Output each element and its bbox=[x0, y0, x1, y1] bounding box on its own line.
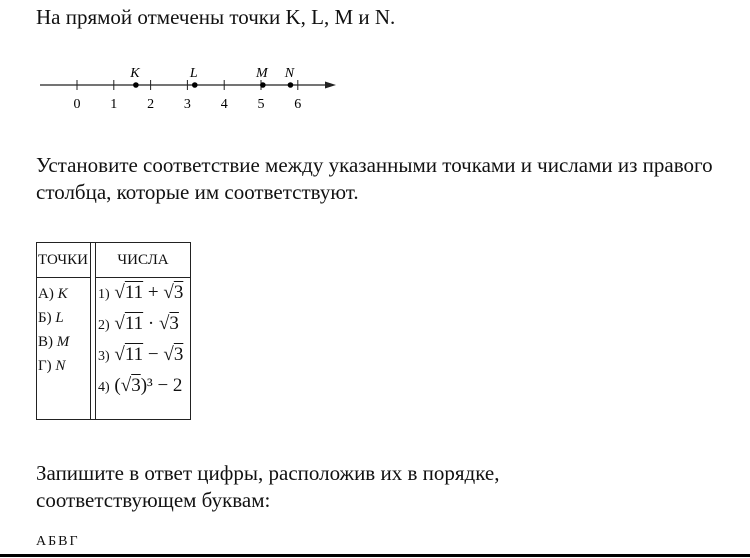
tick-label: 0 bbox=[73, 97, 81, 112]
answer-header: АБВГ bbox=[36, 534, 80, 549]
letter-item: А) K bbox=[38, 286, 68, 302]
number-line bbox=[0, 55, 360, 115]
tick-label: 3 bbox=[183, 97, 191, 112]
point-label: M bbox=[256, 66, 268, 81]
point-K bbox=[133, 82, 139, 88]
header-numbers: ЧИСЛА bbox=[96, 243, 191, 278]
point-label: L bbox=[189, 66, 198, 81]
tick-label: 6 bbox=[294, 97, 302, 112]
tick-label: 4 bbox=[220, 97, 228, 112]
letter-item: Г) N bbox=[38, 358, 66, 374]
numbers-column bbox=[96, 278, 191, 420]
number-item: 2) √11 · √3 bbox=[98, 313, 179, 334]
point-label: K bbox=[130, 66, 140, 81]
point-L bbox=[192, 82, 198, 88]
matching-table bbox=[36, 242, 191, 420]
point-N bbox=[288, 82, 294, 88]
header-points: ТОЧКИ bbox=[37, 243, 91, 278]
task-text: Установите соответствие между указанными точками и числами из правого столбца, которые им соответствуют. bbox=[36, 153, 713, 204]
arrow-head-icon bbox=[325, 82, 336, 89]
divider bbox=[0, 554, 750, 557]
number-item: 1) √11 + √3 bbox=[98, 282, 184, 303]
letter-item: В) M bbox=[38, 334, 70, 350]
points-column bbox=[37, 278, 91, 420]
intro-text: На прямой отмечены точки K, L, M и N. bbox=[36, 5, 396, 29]
number-item: 3) √11 − √3 bbox=[98, 344, 184, 365]
tick-label: 2 bbox=[147, 97, 155, 112]
tick-label: 5 bbox=[257, 97, 265, 112]
point-M bbox=[260, 82, 266, 88]
letter-item: Б) L bbox=[38, 310, 64, 326]
instruction-text: Запишите в ответ цифры, расположив их в порядке, соответствующем буквам: bbox=[36, 461, 500, 512]
point-label: N bbox=[284, 66, 295, 81]
tick-label: 1 bbox=[110, 97, 118, 112]
number-item: 4) (√3)³ − 2 bbox=[98, 375, 183, 396]
